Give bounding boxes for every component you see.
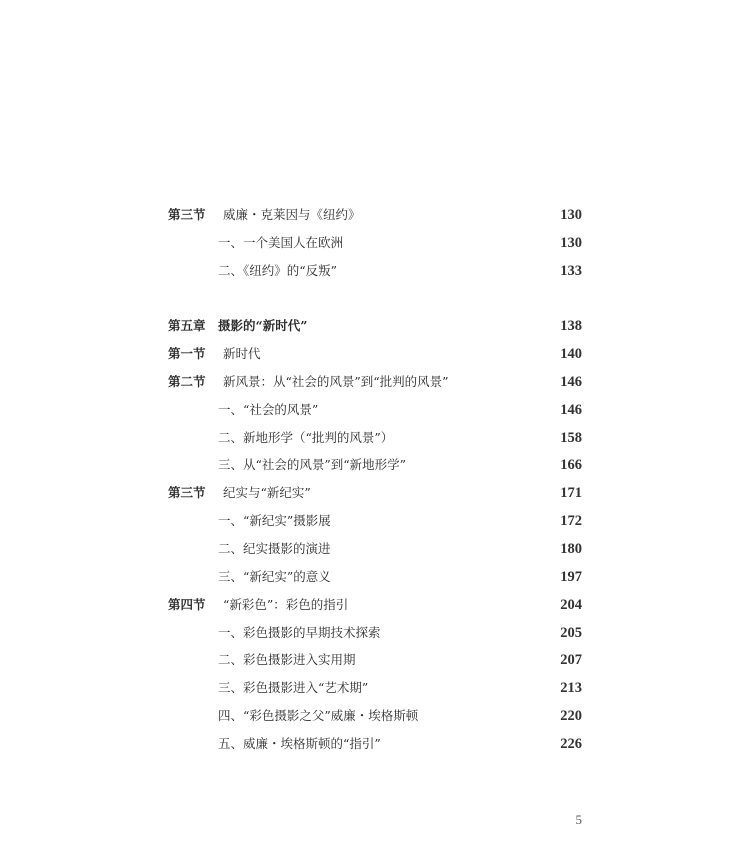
toc-entry-subsection [0, 509, 736, 533]
entry-page: 133 [560, 263, 582, 279]
entry-title: 一、“社会的风景” [218, 402, 319, 417]
entry-title: 二、《纽约》的“反叛” [218, 263, 338, 278]
entry-title: 二、新地形学（“批判的风景”） [218, 430, 394, 445]
entry-label: 第四节 [168, 597, 206, 612]
entry-label: 第二节 [168, 374, 206, 389]
entry-page: 146 [560, 402, 582, 418]
entry-title: 一、一个美国人在欧洲 [218, 235, 344, 250]
entry-page: 180 [560, 541, 582, 557]
entry-page: 213 [560, 680, 582, 696]
toc-entry-subsection [0, 704, 736, 728]
toc-entry-subsection [0, 231, 736, 255]
entry-title: “新彩色”：彩色的指引 [223, 597, 349, 612]
entry-title: 三、“新纪实”的意义 [218, 569, 331, 584]
entry-page: 138 [560, 318, 582, 334]
toc-entry-section [0, 481, 736, 505]
entry-title: 威廉・克莱因与《纽约》 [223, 207, 361, 222]
toc-entry-subsection [0, 398, 736, 422]
entry-title: 三、从“社会的风景”到“新地形学” [218, 457, 407, 472]
entry-title: 五、威廉・埃格斯顿的“指引” [218, 736, 381, 751]
entry-page: 171 [560, 485, 582, 501]
toc-entry-subsection [0, 732, 736, 756]
entry-title: 三、彩色摄影进入“艺术期” [218, 680, 369, 695]
toc-entry-subsection [0, 621, 736, 645]
toc-entry-subsection [0, 565, 736, 589]
entry-page: 207 [560, 652, 582, 668]
entry-label: 第三节 [168, 485, 206, 500]
entry-label: 第三节 [168, 207, 206, 222]
entry-page: 205 [560, 625, 582, 641]
entry-page: 220 [560, 708, 582, 724]
entry-title: 新风景：从“社会的风景”到“批判的风景” [223, 374, 449, 389]
toc-entry-subsection [0, 676, 736, 700]
toc-entry-section [0, 342, 736, 366]
entry-title: 纪实与“新纪实” [223, 485, 311, 500]
entry-title: 二、纪实摄影的演进 [218, 541, 331, 556]
entry-page: 204 [560, 597, 582, 613]
toc-entry-section [0, 203, 736, 227]
entry-title: 四、“彩色摄影之父”威廉・埃格斯顿 [218, 708, 419, 723]
entry-page: 158 [560, 430, 582, 446]
toc-entry-chapter [0, 314, 736, 338]
toc-entry-subsection [0, 648, 736, 672]
entry-title: 一、彩色摄影的早期技术探索 [218, 625, 381, 640]
entry-title: 新时代 [223, 346, 261, 361]
toc-entry-subsection [0, 453, 736, 477]
entry-title: 一、“新纪实”摄影展 [218, 513, 331, 528]
entry-title: 摄影的“新时代” [218, 318, 308, 333]
toc-entry-subsection [0, 426, 736, 450]
entry-page: 140 [560, 346, 582, 362]
entry-label: 第五章 [168, 318, 206, 333]
toc-entry-section [0, 593, 736, 617]
entry-label: 第一节 [168, 346, 206, 361]
entry-page: 197 [560, 569, 582, 585]
entry-page: 226 [560, 736, 582, 752]
entry-page: 166 [560, 457, 582, 473]
entry-page: 146 [560, 374, 582, 390]
entry-page: 130 [560, 235, 582, 251]
page-number: 5 [575, 812, 582, 827]
entry-page: 172 [560, 513, 582, 529]
entry-title: 二、彩色摄影进入实用期 [218, 652, 356, 667]
toc-entry-subsection [0, 259, 736, 283]
toc-entry-subsection [0, 537, 736, 561]
toc-entry-section [0, 370, 736, 394]
entry-page: 130 [560, 207, 582, 223]
